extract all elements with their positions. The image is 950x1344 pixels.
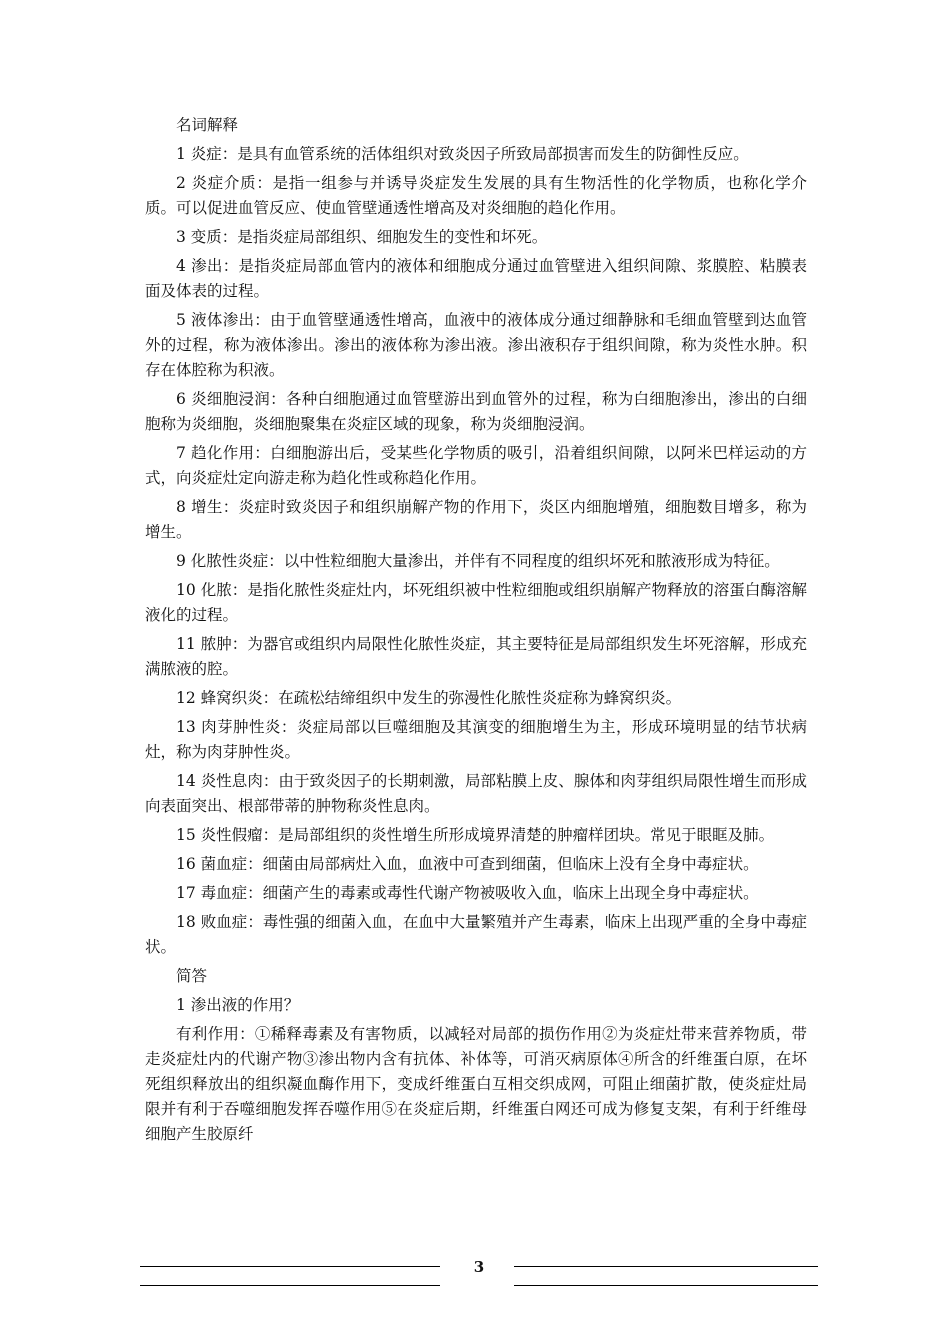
- question: 1 渗出液的作用？: [176, 996, 300, 1014]
- paragraph: 5 液体渗出：由于血管壁通透性增高，血液中的液体成分通过细静脉和毛细血管壁到达血管外的过程，称为液体渗出。渗出的液体称为渗出液。渗出液积存于组织间隙，称为炎性水肿。积存在体腔称为积液。: [145, 311, 807, 379]
- section-heading: 名词解释: [176, 116, 239, 134]
- paragraph: 2 炎症介质：是指一组参与并诱导炎症发生发展的具有生物活性的化学物质，也称化学介质。可以促进血管反应、使血管壁通透性增高及对炎细胞的趋化作用。: [145, 174, 807, 217]
- paragraph: 13 肉芽肿性炎：炎症局部以巨噬细胞及其演变的细胞增生为主，形成环境明显的结节状病灶，称为肉芽肿性炎。: [145, 718, 807, 761]
- paragraph: 11 脓肿：为器官或组织内局限性化脓性炎症，其主要特征是局部组织发生坏死溶解，形成充满脓液的腔。: [145, 635, 807, 678]
- paragraph: 12 蜂窝织炎：在疏松结缔组织中发生的弥漫性化脓性炎症称为蜂窝织炎。: [176, 689, 682, 707]
- page-footer: [140, 1250, 818, 1300]
- paragraph: 18 败血症：毒性强的细菌入血，在血中大量繁殖并产生毒素，临床上出现严重的全身中毒症状。: [145, 913, 807, 956]
- paragraph: 3 变质：是指炎症局部组织、细胞发生的变性和坏死。: [176, 228, 548, 246]
- page-number: 3: [473, 1258, 485, 1276]
- document-body: [145, 113, 807, 1147]
- paragraph: 16 菌血症：细菌由局部病灶入血，血液中可查到细菌，但临床上没有全身中毒症状。: [176, 855, 759, 873]
- footer-rule-left-bottom: [140, 1285, 440, 1286]
- paragraph: 8 增生：炎症时致炎因子和组织崩解产物的作用下，炎区内细胞增殖，细胞数目增多，称为增生。: [145, 498, 807, 541]
- paragraph: 17 毒血症：细菌产生的毒素或毒性代谢产物被吸收入血，临床上出现全身中毒症状。: [176, 884, 759, 902]
- paragraph: 7 趋化作用：白细胞游出后，受某些化学物质的吸引，沿着组织间隙，以阿米巴样运动的方式，向炎症灶定向游走称为趋化性或称趋化作用。: [145, 444, 807, 487]
- paragraph: 4 渗出：是指炎症局部血管内的液体和细胞成分通过血管壁进入组织间隙、浆膜腔、粘膜表面及体表的过程。: [145, 257, 807, 300]
- paragraph: 15 炎性假瘤：是局部组织的炎性增生所形成境界清楚的肿瘤样团块。常见于眼眶及肺。: [176, 826, 775, 844]
- paragraph: 6 炎细胞浸润：各种白细胞通过血管壁游出到血管外的过程，称为白细胞渗出，渗出的白细胞称为炎细胞，炎细胞聚集在炎症区域的现象，称为炎细胞浸润。: [145, 390, 807, 433]
- paragraph: 有利作用：①稀释毒素及有害物质，以减轻对局部的损伤作用②为炎症灶带来营养物质，带走炎症灶内的代谢产物③渗出物内含有抗体、补体等，可消灭病原体④所含的纤维蛋白原，在坏死组织释放出的组织凝血酶作用下，变成纤维蛋白互相交织成网，可阻止细菌扩散，使炎症灶局限并有利于吞噬细胞发挥吞噬作用⑤在炎症后期，纤维蛋白网还可成为修复支架，有利于纤维母细胞产生胶原纤: [145, 1025, 807, 1143]
- paragraph: 1 炎症：是具有血管系统的活体组织对致炎因子所致局部损害而发生的防御性反应。: [176, 145, 749, 163]
- paragraph: 9 化脓性炎症：以中性粒细胞大量渗出，并伴有不同程度的组织坏死和脓液形成为特征。: [176, 552, 780, 570]
- paragraph: 10 化脓：是指化脓性炎症灶内，坏死组织被中性粒细胞或组织崩解产物释放的溶蛋白酶溶解液化的过程。: [145, 581, 807, 624]
- section-heading: 简答: [176, 967, 208, 985]
- footer-rule-right-bottom: [514, 1285, 818, 1286]
- paragraph: 14 炎性息肉：由于致炎因子的长期刺激，局部粘膜上皮、腺体和肉芽组织局限性增生而形成向表面突出、根部带蒂的肿物称炎性息肉。: [145, 772, 807, 815]
